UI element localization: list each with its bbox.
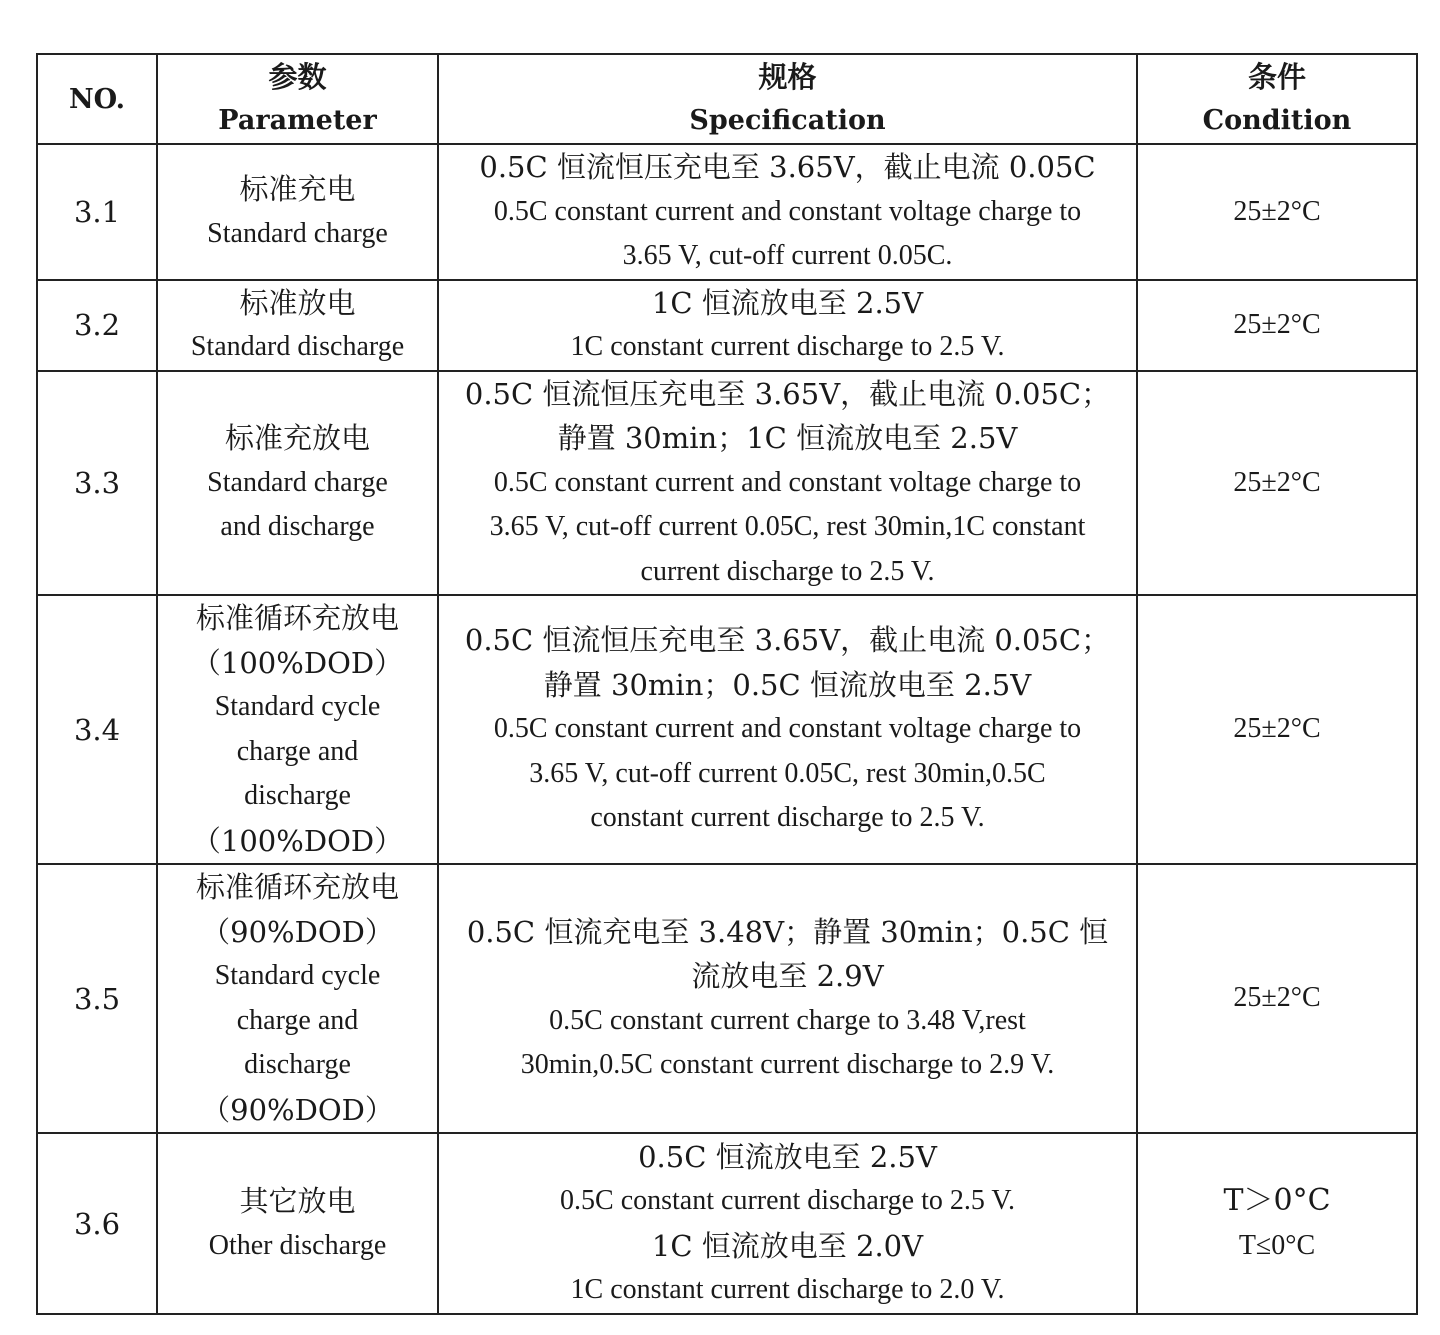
row-number (37, 371, 157, 596)
condition-cell (1137, 144, 1417, 280)
specification-cell (438, 371, 1137, 596)
header-specification-zh: 规格 (758, 60, 817, 94)
condition-cell (1137, 280, 1417, 371)
specification-line: current discharge to 2.5 V. (640, 555, 935, 587)
condition-line: T＞0°C (1223, 1183, 1331, 1218)
table-row (37, 1133, 1417, 1314)
header-no: NO. (37, 54, 157, 144)
parameter-cell (157, 595, 438, 864)
row-number (37, 1133, 157, 1314)
header-specification-en: Specification (689, 105, 886, 136)
table-row (37, 144, 1417, 280)
parameter-cell (157, 1133, 438, 1314)
specification-line: constant current discharge to 2.5 V. (590, 802, 985, 834)
specification-line: 0.5C 恒流恒压充电至 3.65V，截止电流 0.05C； (464, 376, 1111, 411)
specification-table (36, 53, 1418, 1315)
parameter-line: 标准循环充放电 (195, 601, 399, 635)
specification-line: 3.65 V, cut-off current 0.05C, rest 30min,0.5C (529, 757, 1046, 789)
parameter-line: Standard cycle (214, 691, 381, 722)
condition-line: 25±2°C (1233, 195, 1321, 227)
row-number-text: 3.6 (73, 1206, 121, 1241)
parameter-line: Standard cycle (214, 960, 381, 991)
row-number-text: 3.5 (73, 981, 121, 1016)
parameter-line: （90%DOD） (201, 914, 394, 949)
parameter-line: 标准放电 (239, 285, 356, 320)
parameter-line: Standard charge (207, 466, 388, 498)
condition-cell (1137, 371, 1417, 596)
parameter-line: 其它放电 (239, 1184, 356, 1218)
parameter-cell (157, 864, 438, 1133)
header-parameter (157, 54, 438, 144)
parameter-line: 标准充放电 (224, 421, 370, 455)
parameter-cell (157, 144, 438, 280)
specification-line: 0.5C 恒流恒压充电至 3.65V，截止电流 0.05C； (464, 623, 1111, 658)
specification-line: 1C 恒流放电至 2.5V (651, 285, 924, 320)
specification-cell (438, 1133, 1137, 1314)
condition-line: 25±2°C (1233, 466, 1321, 498)
header-condition-en: Condition (1202, 105, 1352, 136)
parameter-cell (157, 280, 438, 371)
condition-cell (1137, 595, 1417, 864)
condition-line: 25±2°C (1233, 308, 1321, 340)
table-row (37, 280, 1417, 371)
parameter-line: discharge (244, 1049, 351, 1080)
header-specification (438, 54, 1137, 144)
parameter-line: Standard discharge (190, 331, 405, 362)
parameter-line: and discharge (220, 511, 375, 542)
specification-cell (438, 864, 1137, 1133)
parameter-line: charge and (236, 735, 359, 767)
specification-line: 0.5C 恒流放电至 2.5V (638, 1139, 937, 1174)
specification-cell (438, 144, 1137, 280)
table-row (37, 371, 1417, 596)
specification-cell (438, 280, 1137, 371)
header-condition (1137, 54, 1417, 144)
header-parameter-zh: 参数 (268, 60, 327, 94)
header-parameter-en: Parameter (218, 105, 377, 136)
specification-line: 3.65 V, cut-off current 0.05C. (622, 240, 953, 271)
condition-line: 25±2°C (1233, 982, 1321, 1014)
specification-line: 30min,0.5C constant current discharge to 2.9 V. (520, 1049, 1055, 1080)
table-row (37, 595, 1417, 864)
specification-line: 1C 恒流放电至 2.0V (651, 1228, 924, 1263)
row-number (37, 595, 157, 864)
row-number-text: 3.1 (73, 194, 121, 229)
row-number (37, 864, 157, 1133)
parameter-line: Standard charge (207, 217, 388, 249)
parameter-line: 标准循环充放电 (195, 870, 399, 904)
specification-line: 0.5C constant current and constant voltage charge to (493, 466, 1082, 498)
header-row (37, 54, 1417, 144)
specification-line: 3.65 V, cut-off current 0.05C, rest 30min,1C constant (489, 511, 1086, 542)
parameter-line: 标准充电 (239, 172, 356, 207)
condition-line: 25±2°C (1233, 713, 1321, 745)
condition-cell (1137, 1133, 1417, 1314)
parameter-line: discharge (244, 780, 351, 811)
specification-line: 0.5C 恒流充电至 3.48V；静置 30min；0.5C 恒 (466, 914, 1109, 949)
parameter-line: （100%DOD） (191, 645, 404, 680)
specification-line: 1C constant current discharge to 2.0 V. (570, 1274, 1005, 1305)
row-number-text: 3.4 (73, 712, 121, 747)
header-condition-zh: 条件 (1247, 60, 1306, 94)
row-number (37, 280, 157, 371)
specification-line: 1C constant current discharge to 2.5 V. (570, 331, 1005, 362)
specification-line: 静置 30min；1C 恒流放电至 2.5V (557, 421, 1018, 455)
row-number (37, 144, 157, 280)
parameter-line: Other discharge (208, 1229, 387, 1261)
specification-line: 0.5C constant current and constant voltage charge to (493, 713, 1082, 745)
row-number-text: 3.2 (73, 308, 121, 342)
specification-line: 流放电至 2.9V (691, 959, 884, 993)
row-number-text: 3.3 (73, 465, 121, 500)
specification-cell (438, 595, 1137, 864)
parameter-line: （90%DOD） (201, 1092, 394, 1127)
specification-line: 0.5C constant current charge to 3.48 V,rest (549, 1004, 1026, 1036)
specification-line: 0.5C 恒流恒压充电至 3.65V，截止电流 0.05C (479, 150, 1096, 184)
specification-line: 静置 30min；0.5C 恒流放电至 2.5V (543, 667, 1032, 702)
specification-line: 0.5C constant current discharge to 2.5 V. (560, 1185, 1015, 1216)
parameter-line: charge and (236, 1004, 359, 1036)
condition-cell (1137, 864, 1417, 1133)
parameter-line: （100%DOD） (191, 823, 404, 858)
condition-line: T≤0°C (1238, 1229, 1316, 1261)
specification-line: 0.5C constant current and constant voltage charge to (493, 195, 1082, 227)
table-row (37, 864, 1417, 1133)
parameter-cell (157, 371, 438, 596)
